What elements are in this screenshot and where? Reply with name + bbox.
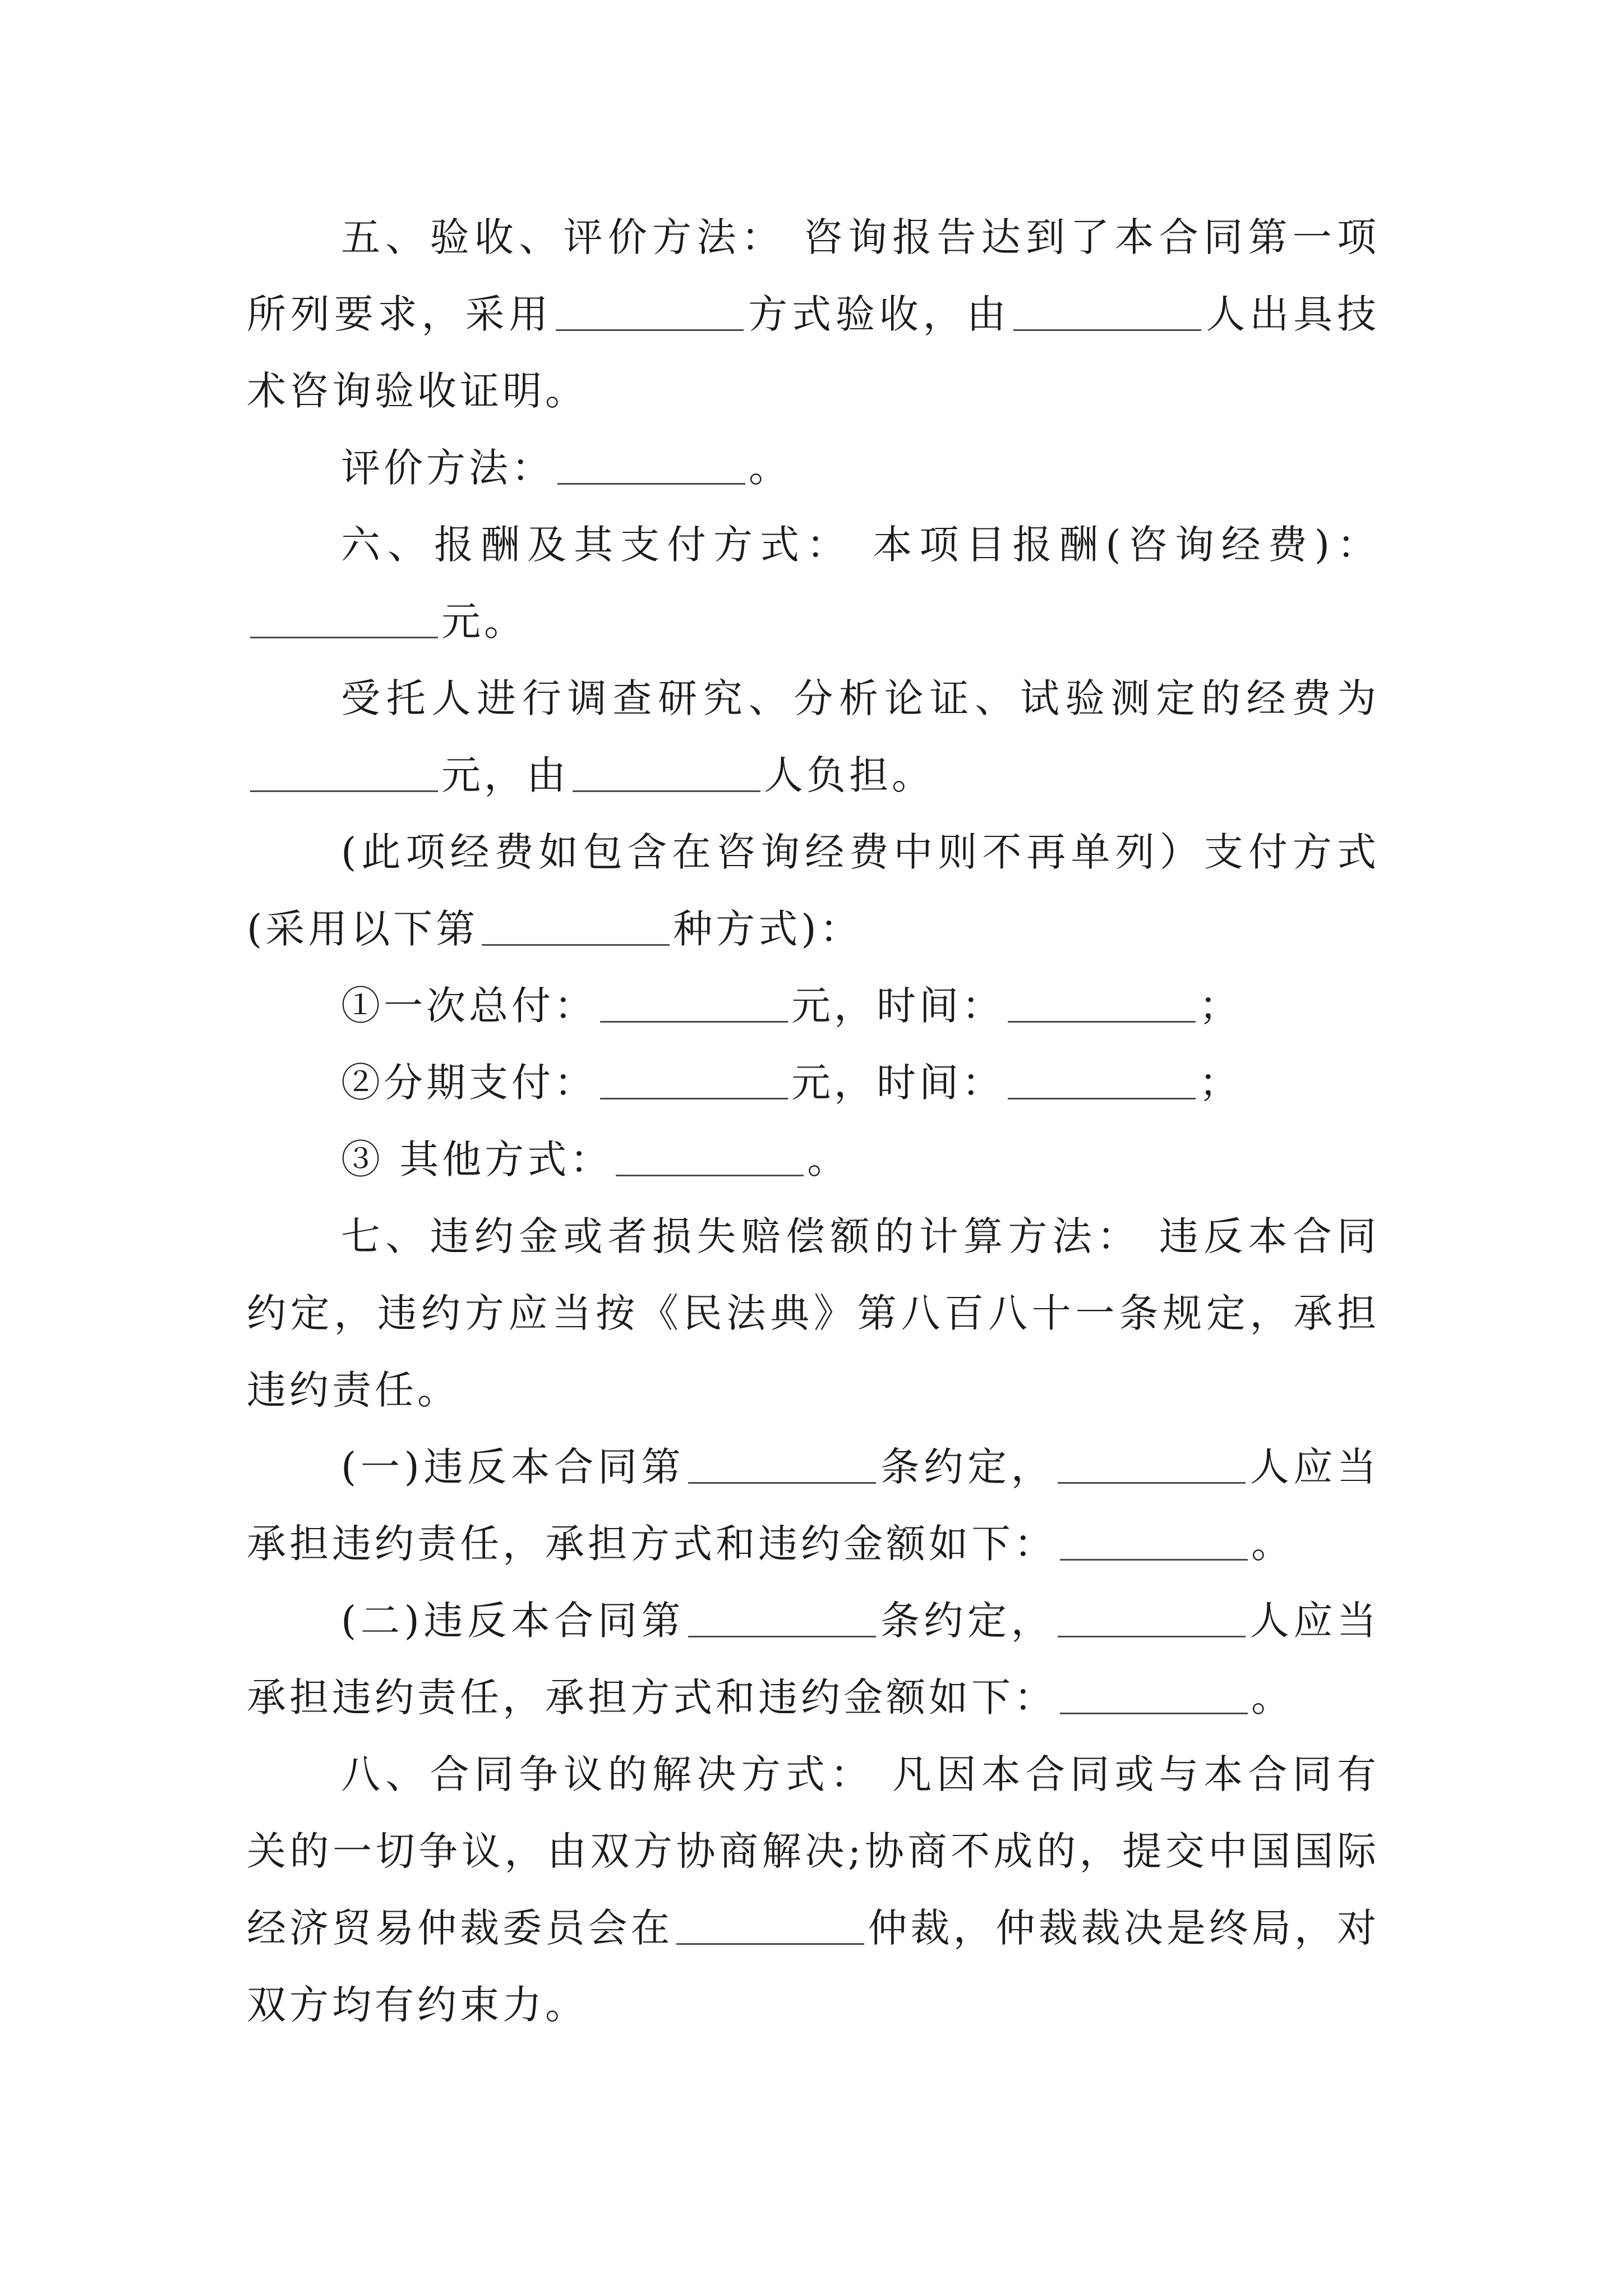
payment-option-1: ①一次总付： 元，时间： ； (341, 983, 1242, 1029)
blank-breach-2-terms[interactable] (1060, 1673, 1248, 1714)
blank-breach-1-party[interactable] (1058, 1443, 1246, 1484)
payment-option-3: ③ 其他方式： 。 (341, 1137, 850, 1182)
blank-installment-amount[interactable] (600, 1059, 788, 1099)
blank-arbitration-place[interactable] (676, 1904, 864, 1945)
blank-breach-2-party[interactable] (1058, 1596, 1246, 1637)
blank-certifier[interactable] (1013, 290, 1201, 331)
blank-consulting-fee[interactable] (250, 597, 438, 638)
blank-research-amount[interactable] (250, 751, 438, 792)
payment-option-2: ②分期支付： 元，时间： ； (341, 1060, 1242, 1106)
blank-research-payer[interactable] (573, 751, 760, 792)
blank-payment-option[interactable] (482, 905, 670, 946)
blank-lump-sum-time[interactable] (1008, 982, 1196, 1023)
section-7-liability: 七、违约金或者损失赔偿额的计算方法： 违反本合同约定，违约方应当按《民法典》第八百八十一条规定，承担违约责任。 (247, 1213, 1380, 1413)
blank-lump-sum-amount[interactable] (600, 982, 788, 1023)
contract-body (247, 199, 1380, 2044)
blank-breach-1-article[interactable] (688, 1443, 876, 1484)
section-5-acceptance: 五、验收、评价方法： 咨询报告达到了本合同第一项所列要求，采用 方式验收，由 人出具技术咨询验收证明。 (247, 214, 1380, 414)
breach-clause-1: (一)违反本合同第 条约定， 人应当承担违约责任，承担方式和违约金额如下： 。 (247, 1444, 1380, 1567)
research-expense: 受托人进行调查研究、分析论证、试验测定的经费为元，由 人负担。 (247, 660, 1380, 814)
blank-breach-2-article[interactable] (688, 1596, 876, 1637)
breach-clause-2: (二)违反本合同第 条约定， 人应当承担违约责任，承担方式和违约金额如下： 。 (247, 1598, 1380, 1720)
blank-evaluation-method[interactable] (557, 444, 745, 485)
evaluation-method: 评价方法： 。 (341, 445, 791, 491)
blank-installment-time[interactable] (1008, 1059, 1196, 1099)
blank-breach-1-terms[interactable] (1060, 1520, 1248, 1561)
payment-method-note: (此项经费如包含在咨询经费中则不再单列）支付方式(采用以下第 种方式)： (247, 829, 1380, 952)
blank-acceptance-method[interactable] (556, 290, 744, 331)
section-8-dispute: 八、合同争议的解决方式： 凡因本合同或与本合同有关的一切争议，由双方协商解决;协商不成的，提交中国国际经济贸易仲裁委员会在 仲裁，仲裁裁决是终局，对双方均有约束力。 (247, 1751, 1380, 2028)
section-6-payment: 六、报酬及其支付方式： 本项目报酬(咨询经费)：元。 (247, 507, 1380, 660)
blank-other-method[interactable] (616, 1135, 804, 1176)
